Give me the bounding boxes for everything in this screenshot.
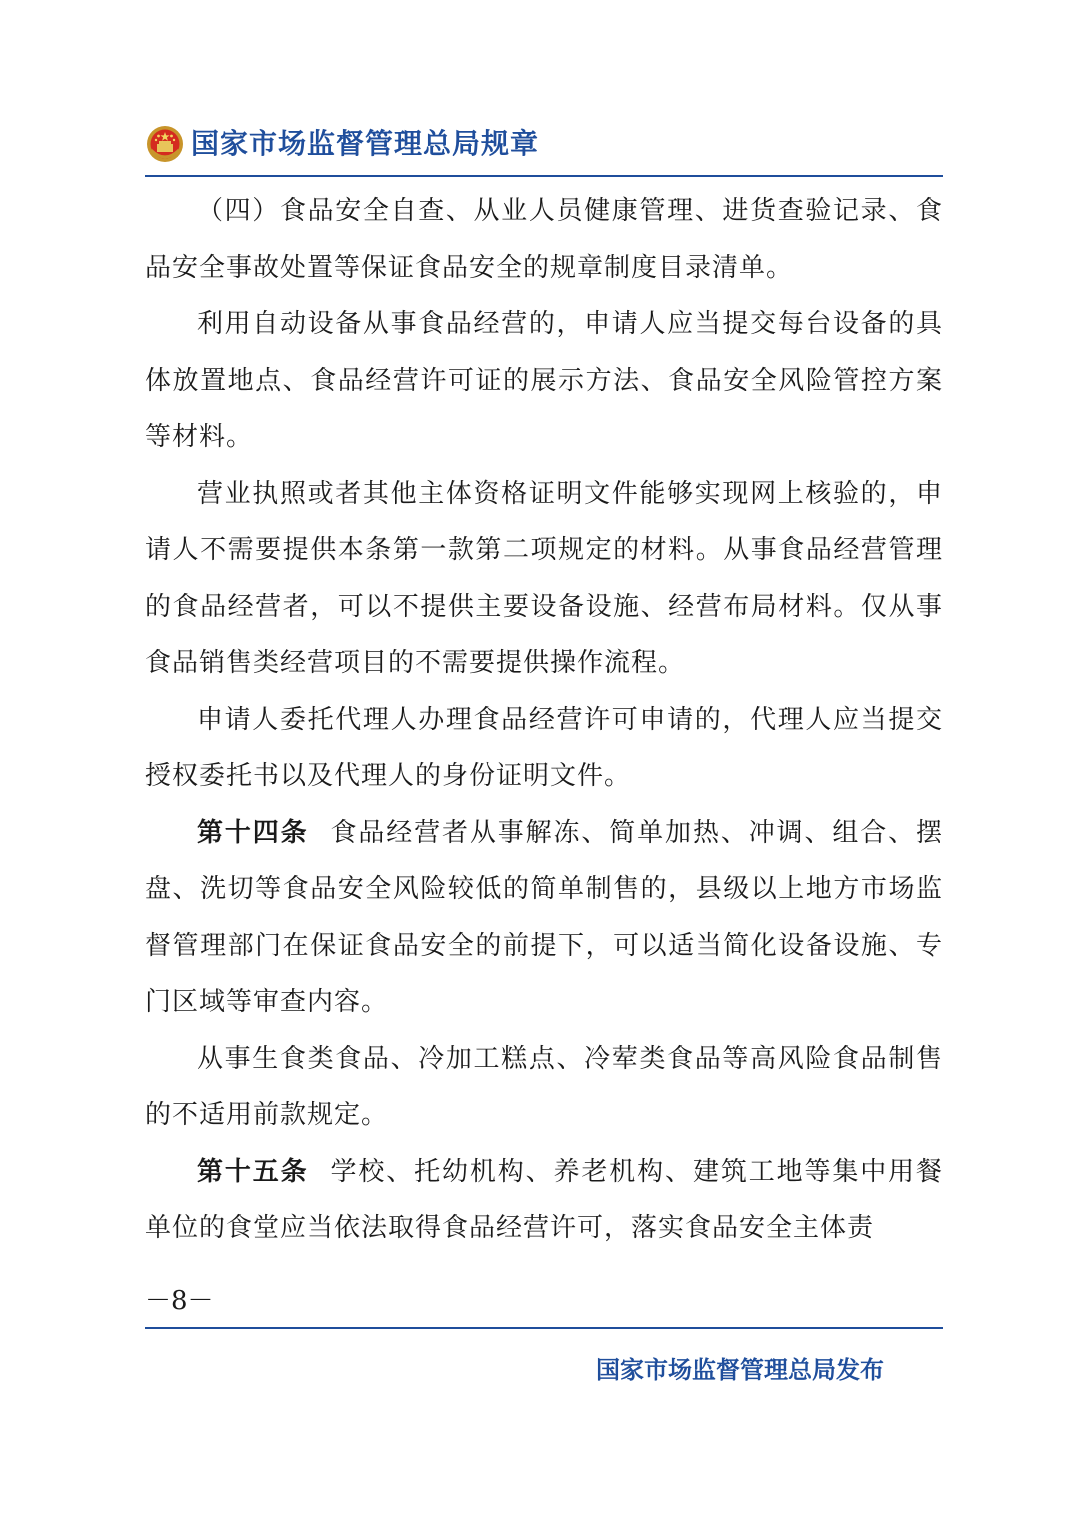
- article-number: 第十四条: [197, 817, 309, 848]
- paragraph-text: 利用自动设备从事食品经营的，申请人应当提交每台设备的具体放置地点、食品经营许可证的展示方法、食品安全风险管控方案等材料。: [145, 309, 943, 452]
- header-title: 国家市场监督管理总局规章: [191, 127, 540, 160]
- page-header: [145, 118, 943, 178]
- paragraph-text: 申请人委托代理人办理食品经营许可申请的，代理人应当提交授权委托书以及代理人的身份证明文件。: [145, 704, 943, 791]
- paragraph: [145, 296, 943, 466]
- paragraph-text: 营业执照或者其他主体资格证明文件能够实现网上核验的，申请人不需要提供本条第一款第二项规定的材料。从事食品经营管理的食品经营者，可以不提供主要设备设施、经营布局材料。仅从事食品销售类经营项目的不需要提供操作流程。: [145, 478, 943, 678]
- paragraph-text: 从事生食类食品、冷加工糕点、冷荤类食品等高风险食品制售的不适用前款规定。: [145, 1043, 943, 1130]
- paragraph-text: （四）食品安全自查、从业人员健康管理、进货查验记录、食品安全事故处置等保证食品安全的规章制度目录清单。: [145, 196, 943, 283]
- paragraph-text: 食品经营者从事解冻、简单加热、冲调、组合、摆盘、洗切等食品安全风险较低的简单制售的，县级以上地方市场监督管理部门在保证食品安全的前提下，可以适当简化设备设施、专门区域等审查内容。: [145, 817, 943, 1017]
- footer-publisher: 国家市场监督管理总局发布: [596, 1356, 884, 1384]
- article-number: 第十五条: [197, 1156, 309, 1187]
- footer-divider: [145, 1327, 943, 1329]
- paragraph-text: 学校、托幼机构、养老机构、建筑工地等集中用餐单位的食堂应当依法取得食品经营许可，落实食品安全主体责: [145, 1156, 943, 1243]
- paragraph: [145, 183, 943, 296]
- paragraph: [145, 466, 943, 692]
- paragraph: [145, 1031, 943, 1144]
- article-paragraph: [145, 805, 943, 1031]
- document-body: [145, 183, 943, 1257]
- paragraph: [145, 692, 943, 805]
- article-paragraph: [145, 1144, 943, 1257]
- national-emblem-icon: [145, 124, 185, 164]
- page-number: －8－: [145, 1286, 214, 1316]
- header-divider: [145, 175, 943, 177]
